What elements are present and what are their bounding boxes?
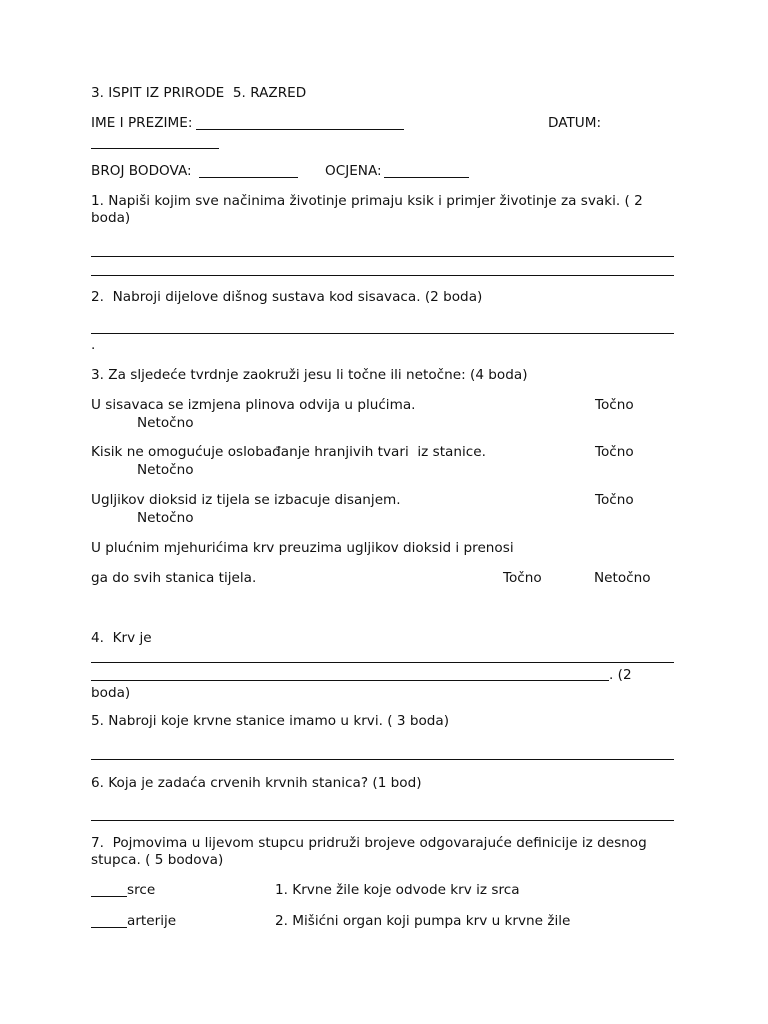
statement-2: Kisik ne omogućuje oslobađanje hranjivih tvari iz stanice.: [91, 444, 486, 460]
question-1-text: 1. Napiši kojim sve načinima životinje primaju ksik i primjer životinje za svaki. ( 2: [91, 193, 643, 209]
question-4-points: . (2: [609, 667, 632, 683]
question-5-text: 5. Nabroji koje krvne stanice imamo u krvi. ( 3 boda): [91, 713, 450, 729]
trailing-dot: .: [91, 337, 96, 353]
answer-line[interactable]: [91, 680, 609, 681]
question-2-text: 2. Nabroji dijelove dišnog sustava kod sisavaca. (2 boda): [91, 289, 483, 305]
answer-line[interactable]: [91, 662, 674, 663]
question-1-text-cont: boda): [91, 210, 131, 226]
question-4-points-cont: boda): [91, 685, 131, 701]
grade-field-line[interactable]: [384, 177, 469, 178]
date-label: DATUM:: [548, 115, 602, 131]
name-field-line[interactable]: [196, 129, 404, 130]
points-field-line[interactable]: [199, 177, 298, 178]
term-srce: srce: [127, 882, 156, 898]
false-option[interactable]: Netočno: [594, 570, 651, 586]
statement-4: U plućnim mjehurićima krv preuzima ugljikov dioksid i prenosi: [91, 540, 514, 556]
answer-line[interactable]: [91, 333, 674, 334]
statement-4-cont: ga do svih stanica tijela.: [91, 570, 257, 586]
exam-title: 3. ISPIT IZ PRIRODE 5. RAZRED: [91, 85, 307, 101]
definition-2: 2. Mišićni organ koji pumpa krv u krvne žile: [275, 913, 571, 929]
question-7-text-cont: stupca. ( 5 bodova): [91, 852, 224, 868]
answer-line[interactable]: [91, 820, 674, 821]
statement-1: U sisavaca se izmjena plinova odvija u plućima.: [91, 397, 416, 413]
false-option[interactable]: Netočno: [137, 510, 194, 526]
date-field-line[interactable]: [91, 148, 219, 149]
question-4-text: 4. Krv je: [91, 630, 152, 646]
true-option[interactable]: Točno: [503, 570, 542, 586]
true-option[interactable]: Točno: [595, 444, 634, 460]
definition-1: 1. Krvne žile koje odvode krv iz srca: [275, 882, 520, 898]
answer-line[interactable]: [91, 275, 674, 276]
statement-3: Ugljikov dioksid iz tijela se izbacuje disanjem.: [91, 492, 401, 508]
answer-line[interactable]: [91, 256, 674, 257]
points-label: BROJ BODOVA:: [91, 163, 192, 179]
term-arterije: arterije: [127, 913, 177, 929]
question-3-text: 3. Za sljedeće tvrdnje zaokruži jesu li točne ili netočne: (4 boda): [91, 367, 528, 383]
true-option[interactable]: Točno: [595, 397, 634, 413]
false-option[interactable]: Netočno: [137, 462, 194, 478]
question-6-text: 6. Koja je zadaća crvenih krvnih stanica? (1 bod): [91, 775, 422, 791]
answer-line[interactable]: [91, 759, 674, 760]
question-7-text: 7. Pojmovima u lijevom stupcu pridruži brojeve odgovarajuće definicije iz desnog: [91, 835, 647, 851]
match-blank[interactable]: [91, 927, 127, 928]
grade-label: OCJENA:: [325, 163, 382, 179]
true-option[interactable]: Točno: [595, 492, 634, 508]
false-option[interactable]: Netočno: [137, 415, 194, 431]
match-blank[interactable]: [91, 896, 127, 897]
name-label: IME I PREZIME:: [91, 115, 193, 131]
